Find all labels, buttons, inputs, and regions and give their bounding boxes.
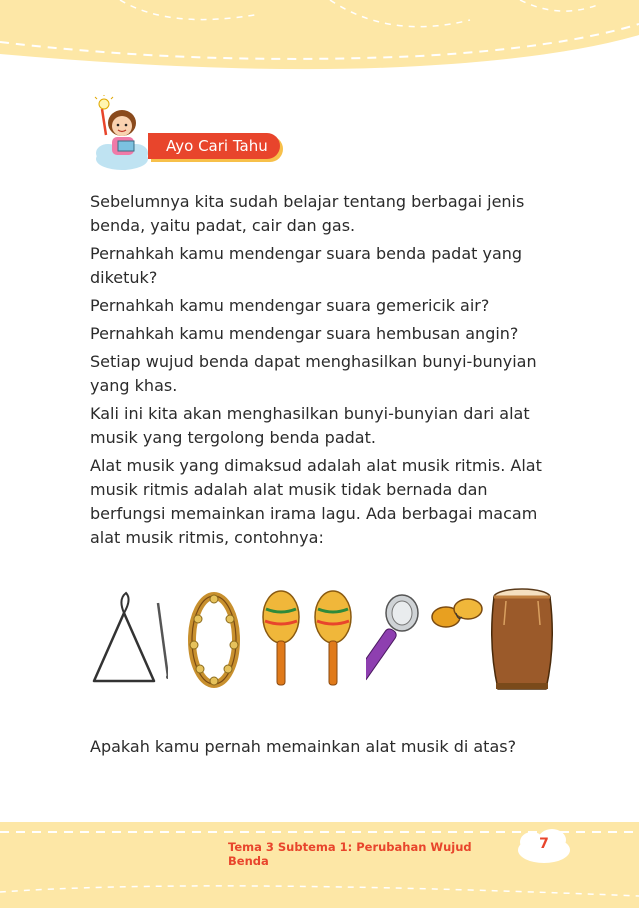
page-number: 7 — [539, 836, 549, 852]
paragraph: Kali ini kita akan menghasilkan bunyi-bunyian dari alat musik yang tergolong benda padat. — [90, 404, 530, 447]
paragraph: Pernahkah kamu mendengar suara hembusan angin? — [90, 324, 519, 343]
paragraph: Setiap wujud benda dapat menghasilkan bunyi-bunyian yang khas. — [90, 352, 537, 395]
maracas-icon — [308, 585, 358, 695]
tambourine-icon — [184, 585, 244, 695]
castanets-icon — [428, 585, 484, 695]
question-text: Apakah kamu pernah memainkan alat musik di atas? — [90, 737, 517, 756]
maracas-icon — [256, 585, 306, 695]
conga-drum-icon — [486, 585, 558, 695]
paragraph: Pernahkah kamu mendengar suara benda padat yang diketuk? — [90, 244, 523, 287]
cabasa-icon — [366, 585, 426, 695]
top-decorative-band — [0, 0, 639, 80]
triangle-instrument-icon — [88, 585, 168, 695]
instrument-illustrations — [88, 585, 558, 695]
section-badge — [92, 95, 312, 175]
paragraph: Alat musik yang dimaksud adalah alat musik ritmis. Alat musik ritmis adalah alat musik tidak bernada dan berfungsi memainkan irama lagu. Ada berbagai macam alat musik ritmis, contohnya: — [90, 456, 542, 547]
footer-subtitle: Tema 3 Subtema 1: Perubahan Wujud Benda — [228, 840, 472, 868]
body-text — [90, 190, 565, 554]
section-badge-label: Ayo Cari Tahu — [148, 133, 280, 159]
paragraph: Pernahkah kamu mendengar suara gemericik air? — [90, 296, 490, 315]
paragraph: Sebelumnya kita sudah belajar tentang berbagai jenis benda, yaitu padat, cair dan gas. — [90, 192, 525, 235]
